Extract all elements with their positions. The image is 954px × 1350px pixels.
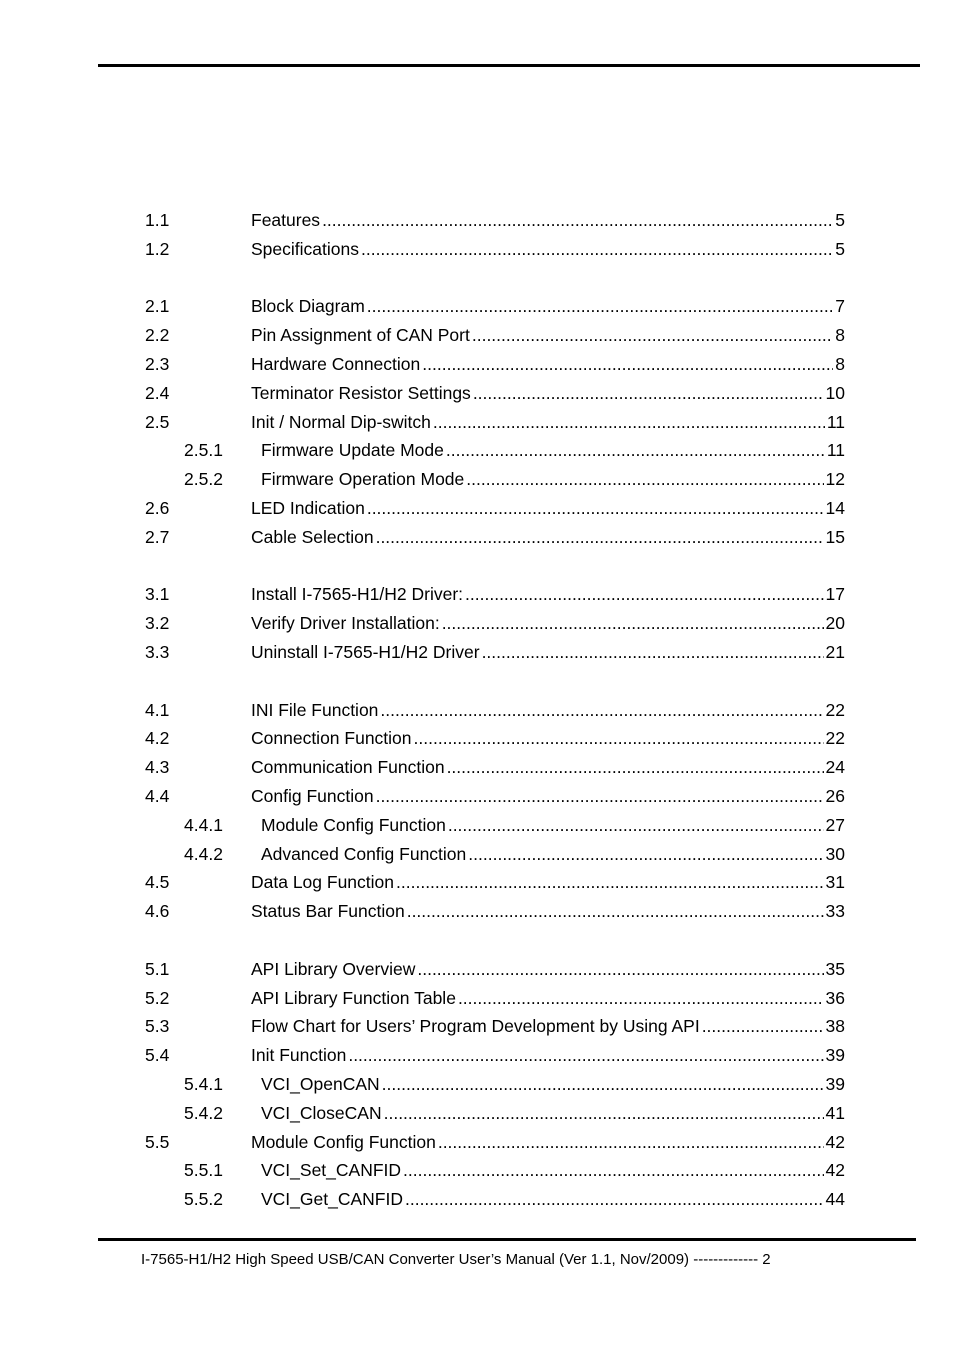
toc-entry-line <box>261 1156 845 1185</box>
toc-entry-page-number[interactable]: 41 <box>825 1102 845 1123</box>
toc-dot-leader <box>348 1041 823 1070</box>
toc-entry-title[interactable]: Init Function <box>251 1045 347 1066</box>
toc-entry-line <box>251 955 845 984</box>
toc-entry-line <box>251 292 845 321</box>
toc-entry-page-number[interactable]: 20 <box>825 613 845 634</box>
toc-entry-number: 2.5 <box>145 411 170 432</box>
toc-entry-number: 4.6 <box>145 901 170 922</box>
toc-entry[interactable] <box>145 984 845 1013</box>
toc-dot-leader <box>376 523 824 552</box>
toc-entry[interactable] <box>145 436 845 465</box>
toc-entry-title[interactable]: Connection Function <box>251 728 412 749</box>
toc-entry-title[interactable]: VCI_OpenCAN <box>261 1073 380 1094</box>
toc-entry-page-number[interactable]: 10 <box>825 382 845 403</box>
toc-entry-line <box>261 811 845 840</box>
footer-rule <box>98 1238 916 1241</box>
toc-entry[interactable] <box>145 465 845 494</box>
toc-entry-title[interactable]: Features <box>251 210 321 230</box>
toc-dot-leader <box>472 321 833 350</box>
toc-entry-line <box>251 609 845 638</box>
toc-entry-line <box>261 1099 845 1128</box>
table-of-contents <box>145 206 845 1214</box>
toc-dot-leader <box>407 897 824 926</box>
toc-dot-leader <box>482 638 824 667</box>
toc-dot-leader <box>405 1185 824 1214</box>
toc-entry-number: 2.3 <box>145 353 170 374</box>
toc-entry-line <box>251 638 845 667</box>
toc-entry-title[interactable]: API Library Function Table <box>251 987 456 1008</box>
toc-entry-number: 5.3 <box>145 1016 170 1037</box>
toc-entry-page-number[interactable]: 27 <box>825 814 845 835</box>
toc-entry-page-number[interactable]: 17 <box>825 584 845 605</box>
toc-entry[interactable] <box>145 1099 845 1128</box>
toc-entry-number: 4.2 <box>145 728 170 749</box>
toc-entry-title[interactable]: VCI_Set_CANFID <box>261 1160 402 1181</box>
toc-entry-title[interactable]: Hardware Connection <box>251 353 421 374</box>
toc-entry-page-number[interactable]: 14 <box>825 497 845 518</box>
toc-entry-line <box>251 753 845 782</box>
toc-entry[interactable] <box>145 638 845 667</box>
toc-entry-page-number[interactable]: 35 <box>825 958 845 979</box>
toc-entry[interactable] <box>145 897 845 926</box>
toc-entry[interactable] <box>145 1012 845 1041</box>
toc-entry-page-number[interactable]: 22 <box>825 728 845 749</box>
toc-entry-page-number[interactable]: 8 <box>835 353 845 374</box>
toc-entry-title[interactable]: Config Function <box>251 785 374 806</box>
toc-entry[interactable] <box>145 350 845 379</box>
toc-entry[interactable] <box>145 724 845 753</box>
toc-entry-number: 2.7 <box>145 526 170 547</box>
toc-entry-title[interactable]: Advanced Config Function <box>261 843 467 864</box>
toc-entry-number: 5.4 <box>145 1045 170 1066</box>
toc-entry-line <box>251 235 845 264</box>
toc-entry-line <box>251 897 845 926</box>
toc-entry-page-number[interactable]: 36 <box>825 987 845 1008</box>
toc-entry-line <box>251 350 845 379</box>
toc-entry[interactable] <box>145 955 845 984</box>
toc-entry-line <box>251 868 845 897</box>
toc-dot-leader <box>438 1128 824 1157</box>
toc-entry-number: 4.3 <box>145 757 170 778</box>
toc-dot-leader <box>442 609 824 638</box>
toc-entry-line <box>251 1012 845 1041</box>
toc-entry-page-number[interactable]: 8 <box>835 325 845 346</box>
toc-entry[interactable] <box>145 782 845 811</box>
toc-entry-line <box>251 379 845 408</box>
toc-entry-number: 5.5.1 <box>184 1160 223 1181</box>
toc-dot-leader <box>414 724 824 753</box>
toc-entry[interactable] <box>145 206 845 235</box>
toc-dot-leader <box>422 350 833 379</box>
toc-entry[interactable] <box>145 321 845 350</box>
toc-entry-number: 2.5.1 <box>184 440 223 461</box>
toc-entry-page-number[interactable]: 22 <box>825 699 845 720</box>
toc-entry-title[interactable]: Status Bar Function <box>251 901 405 922</box>
toc-entry-title[interactable]: Firmware Update Mode <box>261 440 444 461</box>
toc-entry-page-number[interactable]: 33 <box>825 901 845 922</box>
toc-entry-page-number[interactable]: 30 <box>825 843 845 864</box>
toc-entry-number: 2.4 <box>145 382 170 403</box>
toc-dot-leader <box>468 840 823 869</box>
toc-entry[interactable] <box>145 1128 845 1157</box>
toc-entry-line <box>261 1070 845 1099</box>
toc-dot-leader <box>473 379 824 408</box>
toc-entry-page-number[interactable]: 15 <box>825 526 845 547</box>
toc-dot-leader <box>403 1156 823 1185</box>
toc-entry[interactable] <box>145 811 845 840</box>
toc-entry-line <box>251 206 845 235</box>
toc-entry-page-number[interactable]: 44 <box>825 1189 845 1210</box>
toc-entry-title[interactable]: Pin Assignment of CAN Port <box>251 325 470 346</box>
toc-entry-title[interactable]: Flow Chart for Users’ Program Development by Using API <box>251 1016 700 1037</box>
toc-entry[interactable] <box>145 408 845 437</box>
toc-entry-title[interactable]: Communication Function <box>251 757 445 778</box>
toc-dot-leader <box>446 436 825 465</box>
toc-entry-title[interactable]: Module Config Function <box>251 1131 436 1152</box>
toc-entry-title[interactable]: Block Diagram <box>251 296 365 317</box>
toc-entry-title[interactable]: Specifications <box>251 238 359 259</box>
toc-entry-number: 4.4 <box>145 785 170 806</box>
toc-entry-number: 4.4.1 <box>184 814 223 835</box>
toc-dot-leader <box>361 235 833 264</box>
toc-entry-page-number[interactable]: 26 <box>825 785 845 806</box>
toc-entry[interactable] <box>145 1041 845 1070</box>
toc-entry-page-number[interactable]: 7 <box>835 296 845 317</box>
toc-entry-number: 5.5 <box>145 1131 170 1152</box>
toc-entry-line <box>251 408 845 437</box>
toc-entry-page-number[interactable]: 5 <box>835 238 845 259</box>
toc-dot-leader <box>448 811 824 840</box>
toc-entry-number: 3.1 <box>145 584 170 605</box>
toc-entry-number: 5.1 <box>145 958 170 979</box>
toc-entry-line <box>251 724 845 753</box>
toc-entry-page-number[interactable]: 39 <box>825 1045 845 1066</box>
toc-entry-title[interactable]: Install I-7565-H1/H2 Driver: <box>251 584 464 605</box>
toc-dot-leader <box>447 753 824 782</box>
toc-entry[interactable] <box>145 1185 845 1214</box>
toc-dot-leader <box>376 782 824 811</box>
toc-entry-page-number[interactable]: 21 <box>825 641 845 662</box>
toc-entry-number: 5.4.2 <box>184 1102 223 1123</box>
toc-entry-line <box>251 984 845 1013</box>
header-rule <box>98 64 920 67</box>
toc-entry-number: 2.1 <box>145 296 170 317</box>
toc-entry[interactable] <box>145 494 845 523</box>
toc-dot-leader <box>465 580 824 609</box>
toc-entry-page-number[interactable]: 31 <box>825 872 845 893</box>
toc-dot-leader <box>458 984 824 1013</box>
toc-entry-line <box>261 465 845 494</box>
toc-entry-number: 5.2 <box>145 987 170 1008</box>
toc-entry[interactable] <box>145 523 845 552</box>
toc-entry-line <box>261 1185 845 1214</box>
toc-entry-page-number[interactable]: 12 <box>825 469 845 490</box>
toc-entry-title[interactable]: Verify Driver Installation: <box>251 613 440 634</box>
toc-entry-page-number[interactable]: 39 <box>825 1073 845 1094</box>
toc-entry-page-number[interactable]: 11 <box>826 440 845 461</box>
toc-section-gap <box>145 667 845 696</box>
toc-dot-leader <box>367 494 824 523</box>
toc-entry-line <box>251 321 845 350</box>
toc-entry-title[interactable]: LED Indication <box>251 497 365 518</box>
toc-entry[interactable] <box>145 1070 845 1099</box>
toc-entry[interactable] <box>145 580 845 609</box>
toc-entry-number: 4.5 <box>145 872 170 893</box>
toc-entry-page-number[interactable]: 5 <box>835 210 845 230</box>
toc-entry-number: 5.5.2 <box>184 1189 223 1210</box>
toc-entry-title[interactable]: Module Config Function <box>261 814 446 835</box>
toc-entry[interactable] <box>145 868 845 897</box>
toc-section-gap <box>145 264 845 293</box>
toc-dot-leader <box>367 292 833 321</box>
toc-entry-line <box>261 436 845 465</box>
toc-entry-page-number[interactable]: 42 <box>825 1160 845 1181</box>
toc-entry-number: 3.3 <box>145 641 170 662</box>
toc-section-gap <box>145 552 845 581</box>
toc-entry[interactable] <box>145 379 845 408</box>
toc-entry-title[interactable]: Cable Selection <box>251 526 374 547</box>
toc-entry-line <box>251 494 845 523</box>
toc-dot-leader <box>417 955 823 984</box>
toc-dot-leader <box>384 1099 824 1128</box>
toc-entry-number: 1.2 <box>145 238 170 259</box>
toc-entry-line <box>261 840 845 869</box>
toc-entry-title[interactable]: VCI_CloseCAN <box>261 1102 382 1123</box>
toc-dot-leader <box>380 696 823 725</box>
toc-entry-page-number[interactable]: 38 <box>825 1016 845 1037</box>
toc-entry-title[interactable]: Uninstall I-7565-H1/H2 Driver <box>251 641 480 662</box>
toc-entry-page-number[interactable]: 24 <box>825 757 845 778</box>
toc-entry-page-number[interactable]: 42 <box>825 1131 845 1152</box>
toc-entry[interactable] <box>145 696 845 725</box>
toc-dot-leader <box>466 465 823 494</box>
toc-entry-line <box>251 580 845 609</box>
toc-entry-number: 4.1 <box>145 699 170 720</box>
toc-entry-title[interactable]: API Library Overview <box>251 958 416 979</box>
toc-entry-title[interactable]: INI File Function <box>251 699 379 720</box>
toc-entry-line <box>251 1041 845 1070</box>
toc-entry[interactable] <box>145 753 845 782</box>
toc-entry-line <box>251 1128 845 1157</box>
toc-dot-leader <box>702 1012 824 1041</box>
toc-entry-line <box>251 782 845 811</box>
toc-entry[interactable] <box>145 235 845 264</box>
toc-dot-leader <box>396 868 824 897</box>
toc-entry[interactable] <box>145 609 845 638</box>
toc-section-gap <box>145 926 845 955</box>
toc-entry-number: 1.1 <box>145 210 170 230</box>
toc-entry-number: 2.5.2 <box>184 469 223 490</box>
toc-entry-number: 4.4.2 <box>184 843 223 864</box>
toc-entry-number: 2.2 <box>145 325 170 346</box>
toc-entry-title[interactable]: Init / Normal Dip-switch <box>251 411 431 432</box>
toc-entry-line <box>251 696 845 725</box>
toc-entry-title[interactable]: Terminator Resistor Settings <box>251 382 471 403</box>
toc-dot-leader <box>382 1070 824 1099</box>
toc-entry[interactable] <box>145 292 845 321</box>
toc-entry-number: 3.2 <box>145 613 170 634</box>
toc-entry-line <box>251 523 845 552</box>
toc-entry-number: 5.4.1 <box>184 1073 223 1094</box>
toc-dot-leader <box>433 408 825 437</box>
toc-entry-page-number[interactable]: 11 <box>826 411 845 432</box>
toc-entry-title[interactable]: VCI_Get_CANFID <box>261 1189 403 1210</box>
toc-entry[interactable] <box>145 840 845 869</box>
toc-entry[interactable] <box>145 1156 845 1185</box>
page-footer: I-7565-H1/H2 High Speed USB/CAN Converter User’s Manual (Ver 1.1, Nov/2009) ------------- 2 <box>141 1251 771 1268</box>
toc-entry-title[interactable]: Data Log Function <box>251 872 395 893</box>
toc-entry-title[interactable]: Firmware Operation Mode <box>261 469 465 490</box>
toc-entry-number: 2.6 <box>145 497 170 518</box>
toc-dot-leader <box>322 206 833 235</box>
